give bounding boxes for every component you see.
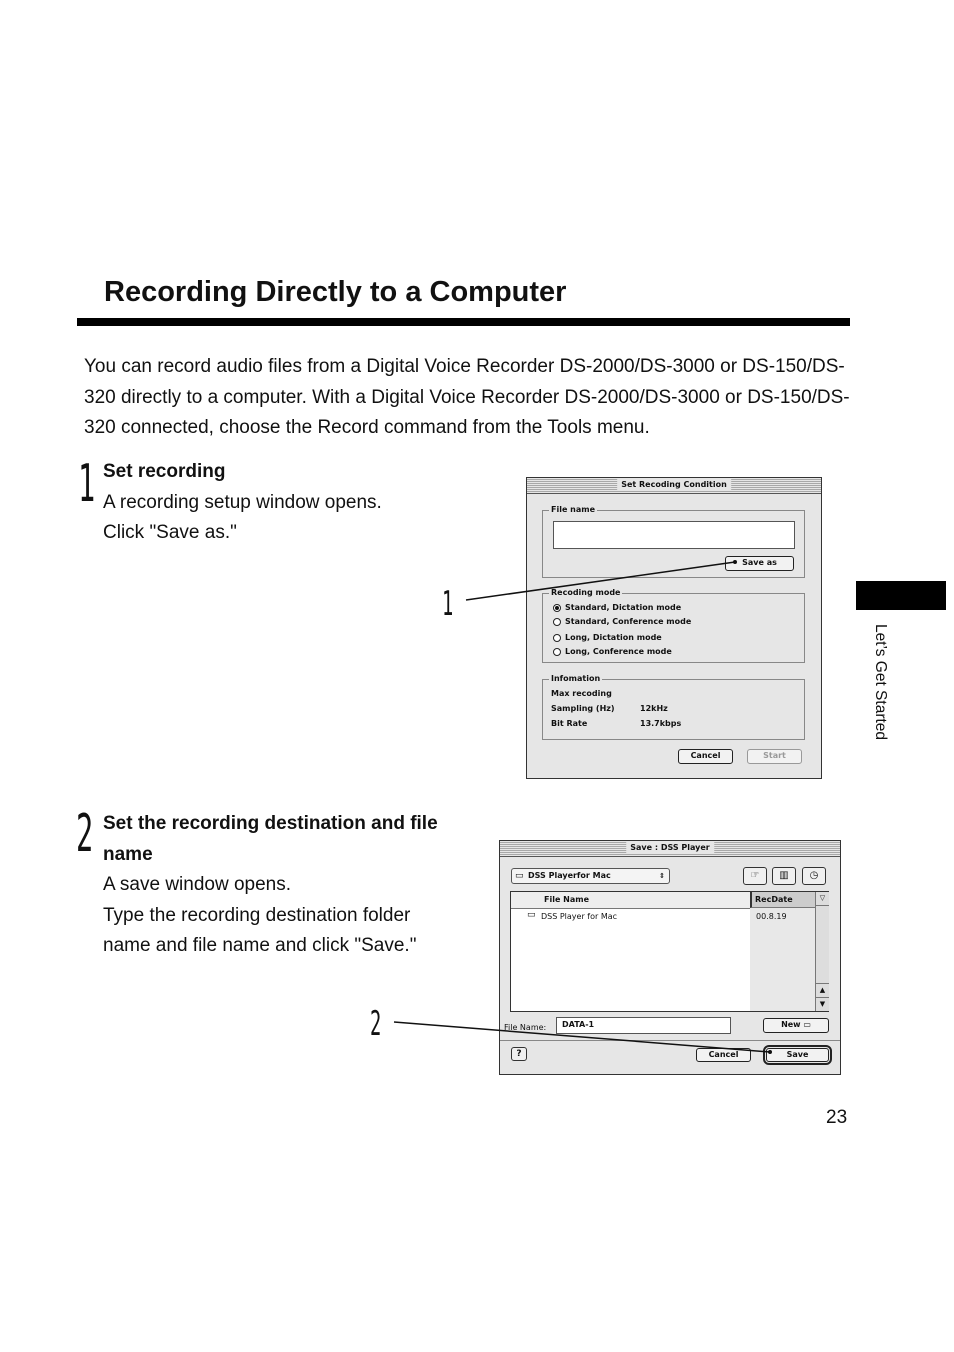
row-name: DSS Player for Mac (541, 912, 618, 921)
recording-mode-group-label: Recoding mode (551, 588, 621, 597)
cancel-button[interactable]: Cancel (696, 1048, 751, 1062)
step-2-line: Type the recording destination folder (103, 904, 411, 926)
volume-icon[interactable]: ▥ (772, 867, 796, 885)
step-1-line: A recording setup window opens. (103, 491, 382, 513)
step-2-line: name and file name and click "Save." (103, 935, 417, 956)
scroll-down-arrow-icon[interactable]: ▼ (816, 997, 829, 1011)
callout-line-2 (394, 1022, 770, 1052)
info-label: Bit Rate (551, 719, 588, 728)
dialog-title: Save : DSS Player (626, 842, 714, 854)
desktop-icon[interactable]: ☞ (743, 867, 767, 885)
column-header-date-label: RecDate (755, 895, 793, 904)
callout-number-2: 2 (370, 1004, 382, 1044)
step-2-heading: name (103, 843, 153, 865)
recent-clock-icon[interactable]: ◷ (802, 867, 826, 885)
file-name-label: File Name: (504, 1023, 547, 1032)
mode-label: Standard, Conference mode (565, 617, 692, 626)
info-value: 12kHz (640, 704, 668, 713)
folder-popup-label: DSS Playerfor Mac (528, 871, 611, 880)
information-group-label: Infomation (551, 674, 601, 683)
page-title: Recording Directly to a Computer (104, 276, 567, 308)
mode-label: Standard, Dictation mode (565, 603, 682, 612)
question-icon[interactable]: ? (511, 1047, 527, 1061)
popup-arrows-icon: ⇕ (659, 872, 665, 880)
step-1-heading: Set recording (103, 461, 226, 482)
step-2-line: A save window opens. (103, 874, 292, 895)
step-1-number: 1 (78, 454, 96, 514)
info-label: Sampling (Hz) (551, 704, 615, 713)
scroll-up-icon[interactable]: ▽ (816, 892, 829, 906)
step-1-line: Click "Save as." (103, 522, 237, 543)
step-2-heading: Set the recording destination and file (103, 813, 438, 834)
callout-number-1: 1 (442, 584, 454, 624)
page-number: 23 (826, 1107, 848, 1128)
section-label-text: Let’s Get Started (872, 624, 889, 741)
start-button[interactable]: Start (747, 749, 802, 764)
column-header-name-label: File Name (544, 895, 590, 904)
dialog-title: Set Recoding Condition (617, 479, 731, 491)
callout-dot-2 (768, 1050, 772, 1054)
callout-dot-1 (733, 560, 737, 564)
folder-icon: ▭ (515, 871, 524, 881)
scroll-up-arrow-icon[interactable]: ▲ (816, 983, 829, 997)
section-tab (856, 581, 946, 610)
save-button[interactable]: Save (766, 1048, 829, 1062)
new-folder-icon: ▭ (803, 1020, 811, 1029)
callout-line-1 (466, 562, 735, 600)
row-date: 00.8.19 (756, 912, 787, 921)
new-button-label: New (781, 1020, 801, 1029)
section-label (870, 624, 890, 764)
info-value: 13.7kbps (640, 719, 682, 728)
file-name-group-label: File name (551, 505, 596, 514)
save-as-button[interactable]: Save as (725, 556, 794, 571)
cancel-button[interactable]: Cancel (678, 749, 733, 764)
mode-label: Long, Conference mode (565, 647, 672, 656)
intro-paragraph: You can record audio files from a Digital Voice Recorder DS-2000/DS-3000 or DS-150/DS-320 directly to a computer. With a Digital Voice Recorder DS-2000/DS-3000 or DS-150/DS-320 connected, choose the Record command from the Tools menu. (84, 356, 850, 438)
mode-label: Long, Dictation mode (565, 633, 662, 642)
file-name-input[interactable]: DATA-1 (556, 1017, 731, 1034)
folder-icon: ▭ (527, 910, 536, 920)
step-2-number: 2 (76, 804, 94, 864)
info-label: Max recoding (551, 689, 612, 698)
